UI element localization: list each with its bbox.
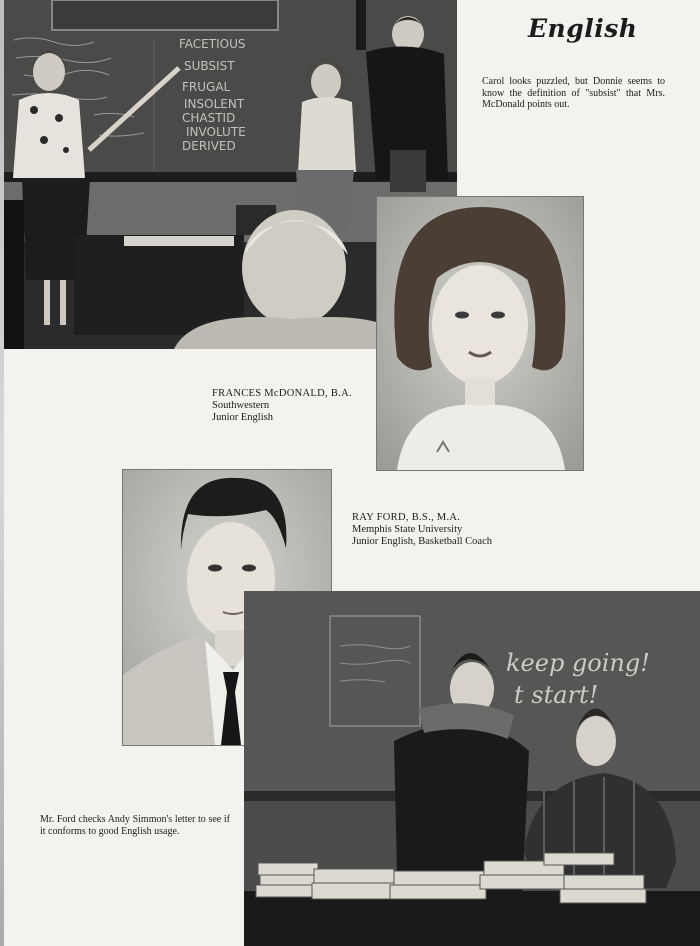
faculty-role: Junior English, Basketball Coach [352,536,492,547]
chalk-word: SUBSIST [184,59,235,73]
ford-bio [352,512,552,548]
chalk-word: FACETIOUS [179,37,246,51]
chalk-phrase: t start! [514,681,599,709]
page-title: English [528,14,638,43]
chalk-word: INVOLUTE [186,125,246,139]
chalk-word: FRUGAL [182,80,231,94]
chalk-word: CHASTID [182,111,236,125]
mcdonald-portrait [376,196,584,471]
faculty-role: Junior English [212,412,273,423]
letter-check-photo [244,591,700,946]
chalk-word: DERIVED [182,139,236,153]
classroom-caption: Carol looks puzzled, but Donnie seems to know the definition of "subsist" that Mrs. McDonald points out. [482,76,665,110]
chalk-word: INSOLENT [184,97,245,111]
letter-check-caption: Mr. Ford checks Andy Simmon's letter to see if it conforms to good English usage. [40,814,230,837]
chalk-phrase: keep going! [506,649,650,677]
faculty-school: Memphis State University [352,524,463,535]
mcdonald-bio [212,388,372,424]
faculty-name: FRANCES McDONALD, B.A. [212,388,352,399]
faculty-name: RAY FORD, B.S., M.A. [352,512,461,523]
faculty-school: Southwestern [212,400,270,411]
